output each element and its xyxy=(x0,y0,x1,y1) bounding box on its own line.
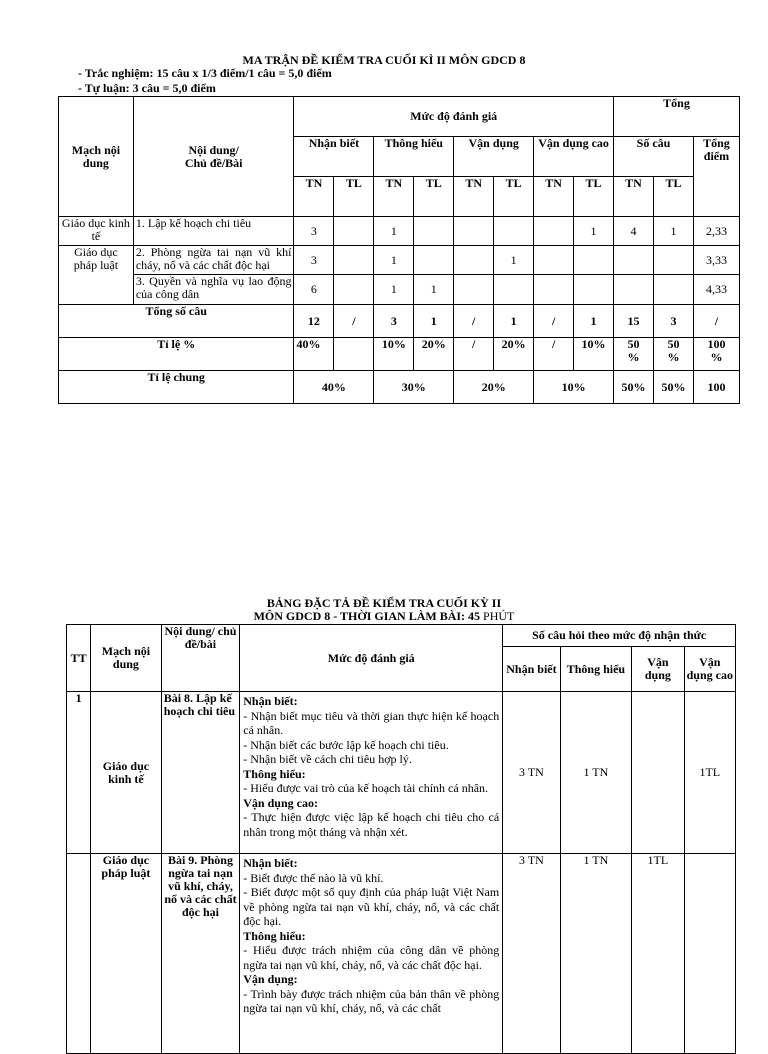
value-cell: 50 % xyxy=(614,338,654,371)
value-cell: / xyxy=(454,338,494,371)
value-cell: 3 xyxy=(653,305,693,338)
description-line: - Biết được thế nào là vũ khí. xyxy=(243,870,384,885)
value-cell: 12 xyxy=(294,305,334,338)
header-tl: TL xyxy=(574,177,614,217)
value-cell xyxy=(454,217,494,246)
value-cell: 10% xyxy=(534,371,614,404)
value-cell: 4 xyxy=(614,217,654,246)
spec-tt: 1 xyxy=(67,692,91,854)
value-cell: 1 xyxy=(414,275,454,305)
header-so-cau: Số câu xyxy=(614,137,694,177)
spec-topic: Bài 9. Phòng ngừa tai nạn vũ khí, cháy, nổ và các chất độc hại xyxy=(161,854,240,1054)
header-tl: TL xyxy=(414,177,454,217)
topic-cell: 1. Lập kế hoạch chi tiêu xyxy=(133,217,294,246)
value-cell xyxy=(534,217,574,246)
spec-topic: Bài 8. Lập kế hoạch chi tiêu xyxy=(161,692,240,854)
value-cell: 1 xyxy=(494,305,534,338)
value-cell: 1 xyxy=(574,305,614,338)
level-heading: Vận dụng: xyxy=(243,972,298,986)
table-row xyxy=(67,692,736,854)
value-cell: 50% xyxy=(653,371,693,404)
header-tl: TL xyxy=(334,177,374,217)
value-cell: 1 xyxy=(414,305,454,338)
description-line: - Nhận biết các bước lập kế hoạch chi tiêu. xyxy=(243,737,449,752)
value-cell: 1 xyxy=(494,246,534,275)
ratio-row xyxy=(59,338,740,371)
value-cell: 1 xyxy=(374,275,414,305)
spec-mach: Giáo dục pháp luật xyxy=(91,854,162,1054)
level-heading: Thông hiểu: xyxy=(243,928,306,943)
value-cell: 3,33 xyxy=(693,246,739,275)
header-tn: TN xyxy=(534,177,574,217)
value-cell xyxy=(574,275,614,305)
table-row xyxy=(59,275,740,305)
value-cell: 1 xyxy=(653,217,693,246)
description-line: - Nhận biết về cách chi tiêu hợp lý. xyxy=(243,752,412,766)
value-cell xyxy=(653,275,693,305)
header-tn: TN xyxy=(374,177,414,217)
value-cell xyxy=(414,246,454,275)
header-van-dung: Vận dụng xyxy=(454,137,534,177)
matrix-title: MA TRẬN ĐỀ KIỂM TRA CUỐI KÌ II MÔN GDCD 8 xyxy=(242,53,526,67)
spec-subtitle xyxy=(0,610,768,623)
count-van-dung-cao: 1TL xyxy=(684,692,735,854)
description-line: - Thực hiện được việc lập kế hoạch chi tiêu cho cá nhân trong một tháng và nhận xét. xyxy=(243,810,500,839)
value-cell: / xyxy=(534,338,574,371)
spec-header-van-dung: Vận dụng xyxy=(632,647,684,692)
level-heading: Nhận biết: xyxy=(243,856,298,870)
value-cell: 20% xyxy=(414,338,454,371)
value-cell xyxy=(454,275,494,305)
count-van-dung xyxy=(632,692,684,854)
count-thong-hieu: 1 TN xyxy=(560,854,632,1054)
value-cell: / xyxy=(693,305,739,338)
header-tong-diem: Tổng điểm xyxy=(693,137,739,217)
value-cell: 1 xyxy=(374,217,414,246)
value-cell: 50% xyxy=(614,371,654,404)
total-label: Tổng số câu xyxy=(59,305,294,338)
value-cell: 3 xyxy=(294,246,334,275)
ratio-label: Tỉ lệ % xyxy=(59,338,294,371)
spec-header-van-dung-cao: Vận dụng cao xyxy=(684,647,735,692)
spec-table xyxy=(66,624,736,1054)
header-tn: TN xyxy=(454,177,494,217)
value-cell: 10% xyxy=(574,338,614,371)
topic-cell: 2. Phòng ngừa tai nạn vũ khí cháy, nổ và các chất độc hại xyxy=(133,246,294,275)
value-cell xyxy=(534,275,574,305)
value-cell xyxy=(494,217,534,246)
value-cell: 1 xyxy=(574,217,614,246)
value-cell: 3 xyxy=(374,305,414,338)
value-cell xyxy=(494,275,534,305)
value-cell: 40% xyxy=(294,338,334,371)
value-cell: 50 % xyxy=(653,338,693,371)
value-cell xyxy=(534,246,574,275)
value-cell xyxy=(454,246,494,275)
value-cell xyxy=(334,338,374,371)
table-row xyxy=(59,217,740,246)
spec-description xyxy=(240,692,503,854)
value-cell: 3 xyxy=(294,217,334,246)
header-nhan-biet: Nhận biết xyxy=(294,137,374,177)
level-heading: Thông hiểu: xyxy=(243,766,306,781)
level-heading: Vận dụng cao: xyxy=(243,795,318,810)
header-tn: TN xyxy=(614,177,654,217)
spec-header-mach: Mạch nội dung xyxy=(91,625,162,692)
value-cell: 2,33 xyxy=(693,217,739,246)
count-nhan-biet: 3 TN xyxy=(503,692,560,854)
value-cell xyxy=(414,217,454,246)
header-tl: TL xyxy=(653,177,693,217)
value-cell xyxy=(614,246,654,275)
value-cell: / xyxy=(454,305,494,338)
value-cell: 20% xyxy=(454,371,534,404)
topic-cell: 3. Quyền và nghĩa vụ lao động của công dân xyxy=(133,275,294,305)
header-van-dung-cao: Vận dụng cao xyxy=(534,137,614,177)
header-thong-hieu: Thông hiểu xyxy=(374,137,454,177)
header-muc-do: Mức độ đánh giá xyxy=(294,97,614,137)
value-cell: 100 xyxy=(693,371,739,404)
count-thong-hieu: 1 TN xyxy=(560,692,632,854)
description-line: - Biết được một số quy định của pháp luật Việt Nam về phòng ngừa tai nạn vũ khí, cháy, nổ, và các chất độc hại. xyxy=(243,885,500,928)
matrix-table xyxy=(58,96,740,404)
value-cell: 20% xyxy=(494,338,534,371)
value-cell: 1 xyxy=(374,246,414,275)
value-cell: 30% xyxy=(374,371,454,404)
value-cell xyxy=(334,246,374,275)
value-cell: 10% xyxy=(374,338,414,371)
table-row xyxy=(59,246,740,275)
header-mach-noi-dung: Mạch nội dung xyxy=(59,97,134,217)
header-noi-dung: Nội dung/ Chủ đề/Bài xyxy=(133,97,294,217)
level-heading: Nhận biết: xyxy=(243,694,298,708)
spec-subtitle-normal: PHÚT xyxy=(480,609,515,623)
description-line: - Hiểu được trách nhiệm của công dân về phòng ngừa tai nạn vũ khí, cháy, nổ, và các chất độc hại. xyxy=(243,943,500,972)
value-cell xyxy=(334,275,374,305)
spec-header-thong-hieu: Thông hiểu xyxy=(560,647,632,692)
value-cell xyxy=(653,246,693,275)
intro-essay: - Tự luận: 3 câu = 5,0 điểm xyxy=(78,81,216,95)
common-label: Tỉ lệ chung xyxy=(59,371,294,404)
value-cell xyxy=(574,246,614,275)
value-cell: 4,33 xyxy=(693,275,739,305)
spec-header-muc-do: Mức độ đánh giá xyxy=(240,625,503,692)
value-cell: / xyxy=(534,305,574,338)
spec-mach: Giáo dục kinh tế xyxy=(91,692,162,854)
description-line: - Hiểu được vai trò của kế hoạch tài chính cá nhân. xyxy=(243,781,489,795)
description-line: - Trình bày được trách nhiệm của bản thân về phòng ngừa tai nạn vũ khí, cháy, nổ, và các chất xyxy=(243,986,500,1015)
value-cell: 100 % xyxy=(693,338,739,371)
spec-header-tt: TT xyxy=(67,625,91,692)
value-cell: 15 xyxy=(614,305,654,338)
count-van-dung: 1TL xyxy=(632,854,684,1054)
intro-multiple-choice: - Trắc nghiệm: 15 câu x 1/3 điểm/1 câu = 5,0 điểm xyxy=(78,66,332,80)
header-tl: TL xyxy=(494,177,534,217)
value-cell: / xyxy=(334,305,374,338)
header-tong: Tổng xyxy=(614,97,740,137)
description-line: - Nhận biết mục tiêu và thời gian thực hiện kế hoạch cá nhân. xyxy=(243,708,500,737)
spec-header-noi-dung: Nội dung/ chủ đề/bài xyxy=(161,625,240,692)
spec-subtitle-bold: MÔN GDCD 8 - THỜI GIAN LÀM BÀI: 45 xyxy=(253,609,481,623)
value-cell xyxy=(334,217,374,246)
group-kinh-te: Giáo dục kinh tế xyxy=(59,217,134,246)
spec-header-nhan-biet: Nhận biết xyxy=(503,647,560,692)
value-cell xyxy=(614,275,654,305)
header-tn: TN xyxy=(294,177,334,217)
common-row xyxy=(59,371,740,404)
value-cell: 40% xyxy=(294,371,374,404)
group-phap-luat: Giáo dục pháp luật xyxy=(59,246,134,305)
total-row xyxy=(59,305,740,338)
count-nhan-biet: 3 TN xyxy=(503,854,560,1054)
spec-header-so-cau: Số câu hỏi theo mức độ nhận thức xyxy=(503,625,736,647)
spec-title: BẢNG ĐẶC TẢ ĐỀ KIỂM TRA CUỐI KỲ II xyxy=(266,596,502,610)
value-cell: 6 xyxy=(294,275,334,305)
